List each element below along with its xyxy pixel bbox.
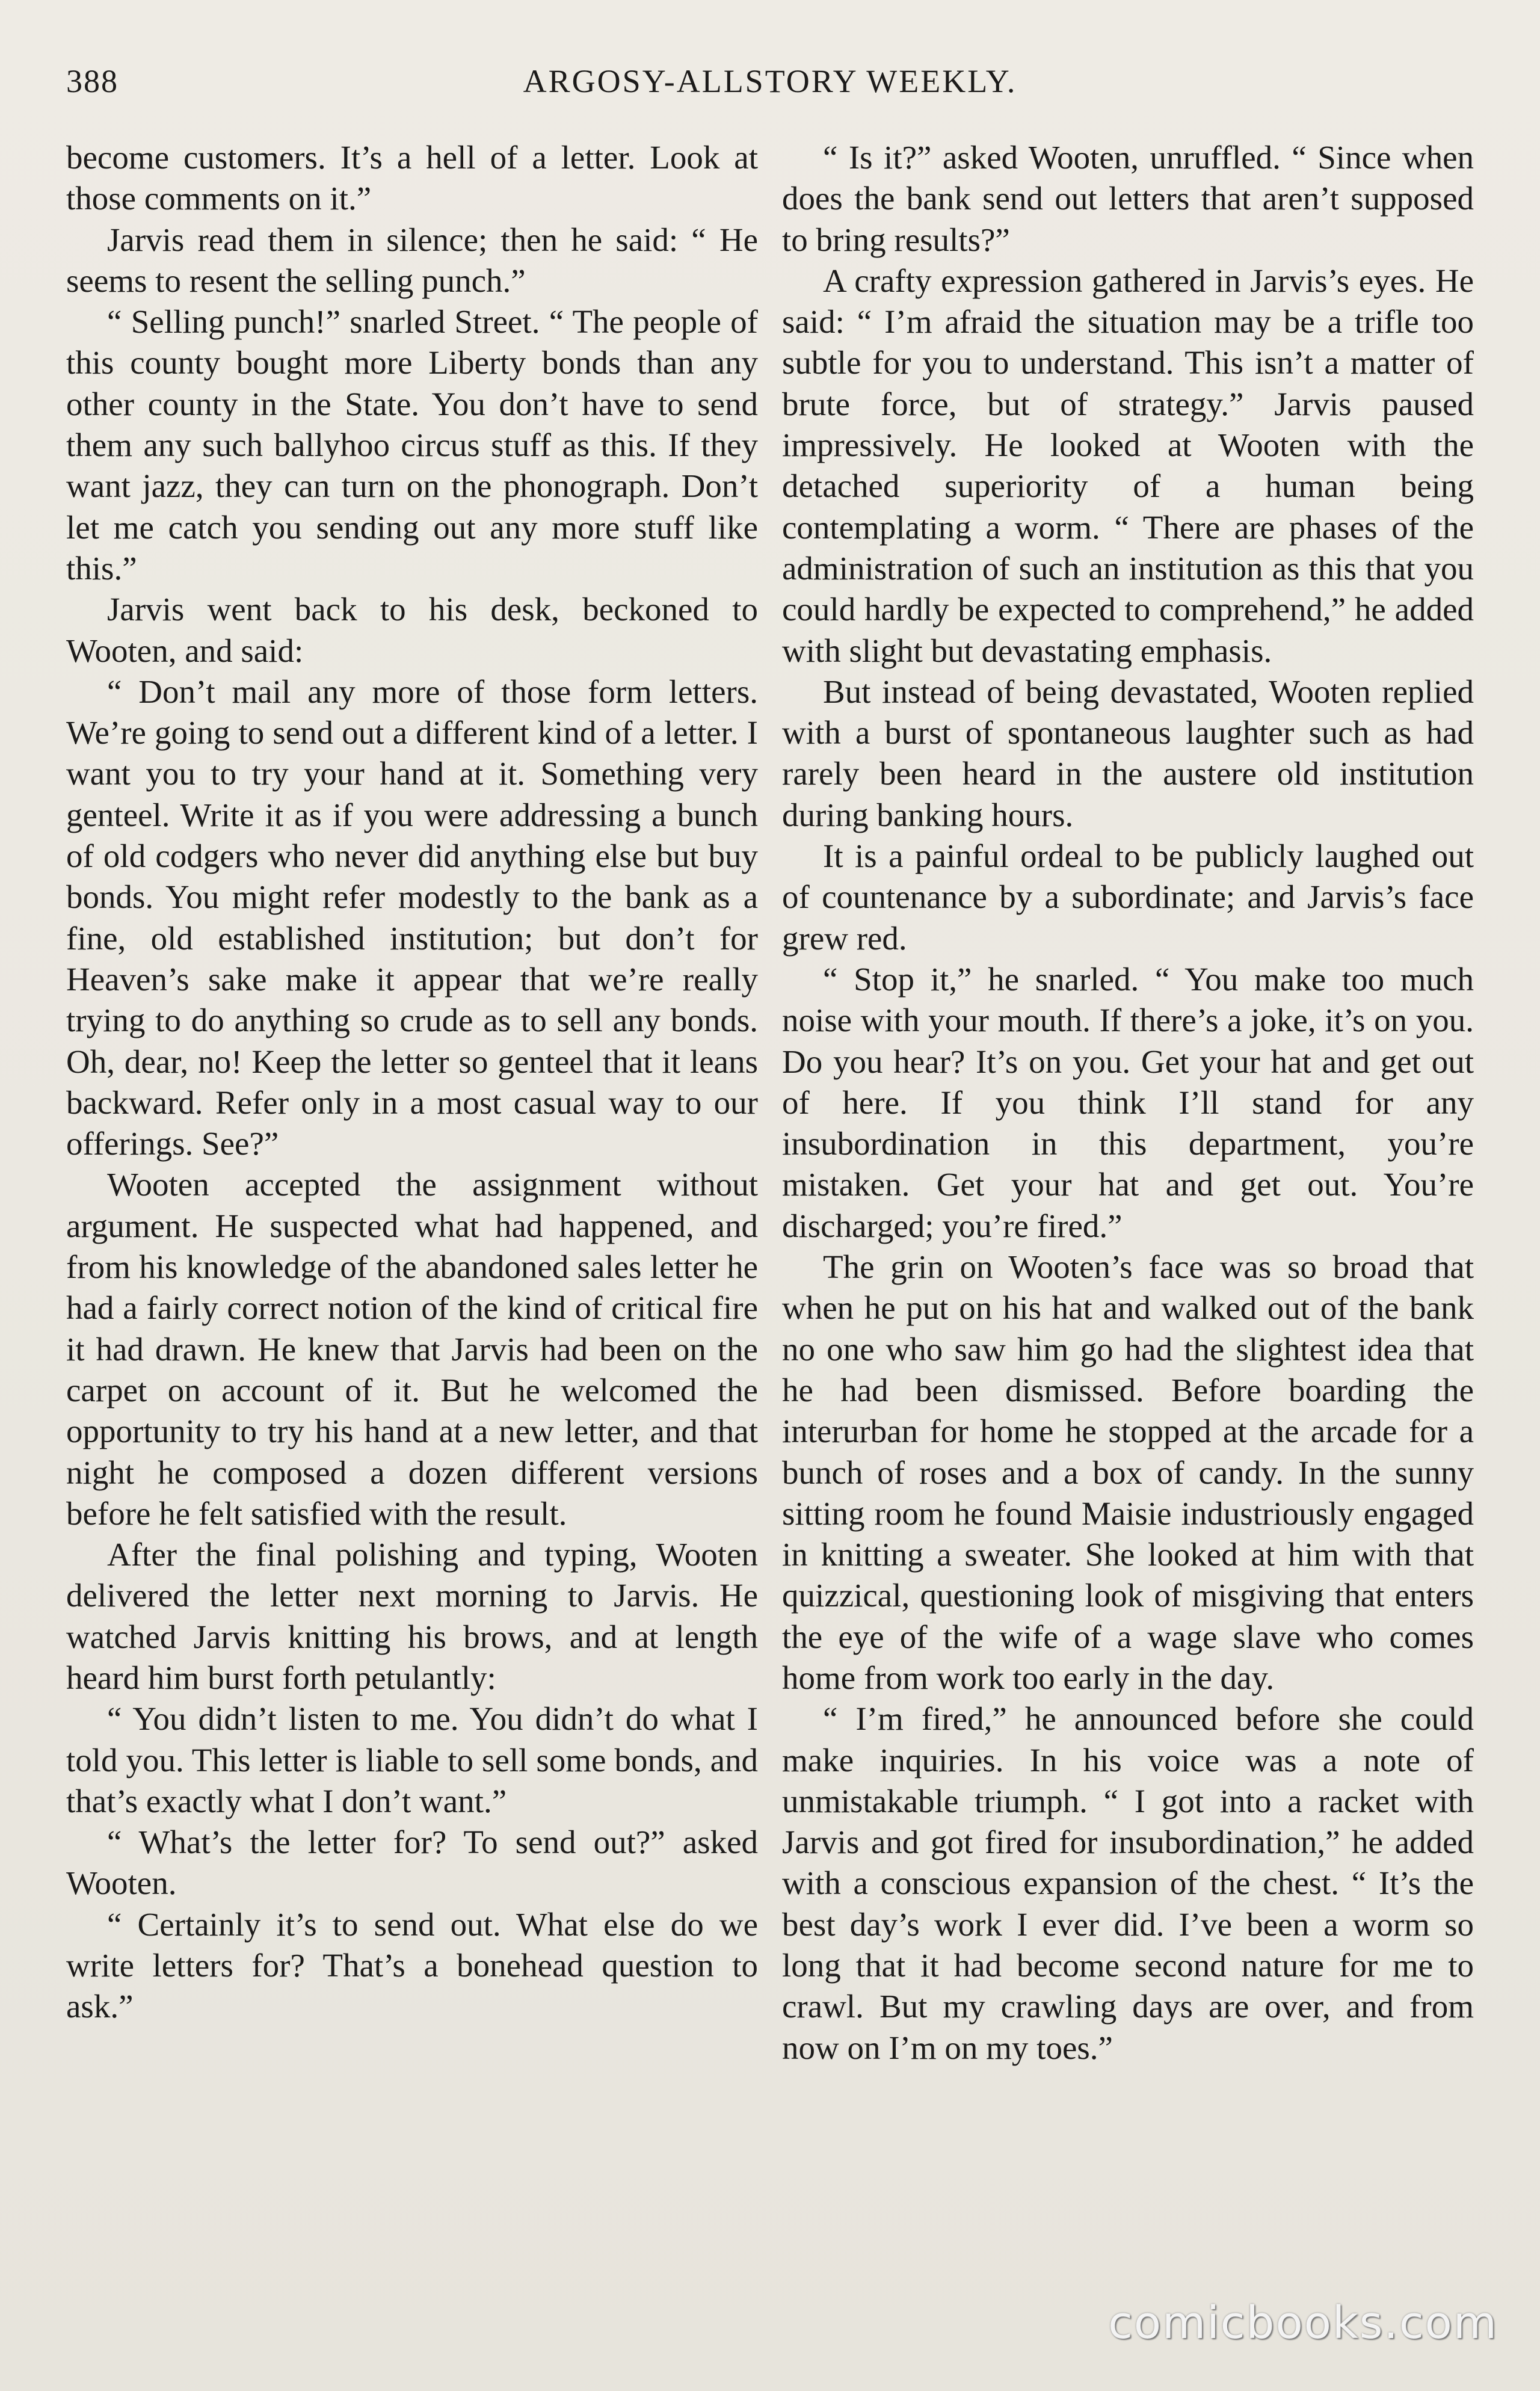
- paragraph: Jarvis read them in silence; then he said: “ He seems to resent the selling punch.”: [66, 221, 758, 299]
- paragraph: But instead of being devastated, Wooten replied with a burst of spontaneous laughter such as had rarely been heard in the austere old institution during banking hours.: [782, 673, 1474, 833]
- left-column: [66, 137, 758, 2028]
- paragraph: “ Is it?” asked Wooten, unruffled. “ Since when does the bank send out letters that aren’t supposed to bring results?”: [782, 139, 1474, 258]
- paragraph: A crafty expression gathered in Jarvis’s eyes. He said: “ I’m afraid the situation may be a trifle too subtle for you to understand. This isn’t a matter of brute force, but of strategy.” Jarvis paused impressively. He looked at Wooten with the detached superiority of a human being contemplating a worm. “ There are phases of the administration of such an institution as this that you could hardly be expected to comprehend,” he added with slight but devastating emphasis.: [782, 262, 1474, 669]
- page-header: [60, 58, 1480, 112]
- paragraph: After the final polishing and typing, Wooten delivered the letter next morning to Jarvis. He watched Jarvis knitting his brows, and at length heard him burst forth petulantly:: [66, 1536, 758, 1696]
- paragraph: “ Stop it,” he snarled. “ You make too much noise with your mouth. If there’s a joke, it’s on you. Do you hear? It’s on you. Get your hat and get out of here. If you think I’ll stand for any insubordination in this department, you’re mistaken. Get your hat and get out. You’re discharged; you’re fired.”: [782, 960, 1474, 1244]
- paragraph: “ Certainly it’s to send out. What else do we write letters for? That’s a bonehead question to ask.”: [66, 1905, 758, 2025]
- paragraph: Wooten accepted the assignment without argument. He suspected what had happened, and from his knowledge of the abandoned sales letter he had a fairly correct notion of the kind of critical fire it had drawn. He knew that Jarvis had been on the carpet on account of it. But he welcomed the opportunity to try his hand at a new letter, and that night he composed a dozen different versions before he felt satisfied with the result.: [66, 1166, 758, 1532]
- paragraph: Jarvis went back to his desk, beckoned to Wooten, and said:: [66, 591, 758, 669]
- right-column: [782, 137, 1474, 2069]
- site-watermark: comicbooks.com: [1108, 2297, 1498, 2349]
- paragraph: It is a painful ordeal to be publicly laughed out of countenance by a subordinate; and Jarvis’s face grew red.: [782, 838, 1474, 957]
- page-number: 388: [66, 63, 119, 99]
- paragraph: “ You didn’t listen to me. You didn’t do what I told you. This letter is liable to sell some bonds, and that’s exactly what I don’t want.”: [66, 1700, 758, 1819]
- paragraph: “ I’m fired,” he announced before she could make inquiries. In his voice was a note of unmistakable triumph. “ I got into a racket with Jarvis and got fired for insubordination,” he added with a conscious expansion of the chest. “ It’s the best day’s work I ever did. I’ve been a worm so long that it had become second nature for me to crawl. But my crawling days are over, and from now on I’m on my toes.”: [782, 1700, 1474, 2066]
- paragraph: “ Don’t mail any more of those form letters. We’re going to send out a different kind of a letter. I want you to try your hand at it. Something very genteel. Write it as if you were addressing a bunch of old codgers who never did anything else but buy bonds. You might refer modestly to the bank as a fine, old established institution; but don’t for Heaven’s sake make it appear that we’re really trying to do anything so crude as to sell any bonds. Oh, dear, no! Keep the letter so genteel that it leans backward. Refer only in a most casual way to our offerings. See?”: [66, 673, 758, 1162]
- paragraph: “ Selling punch!” snarled Street. “ The people of this county bought more Liberty bonds than any other county in the State. You don’t have to send them any such ballyhoo circus stuff as this. If they want jazz, they can turn on the phonograph. Don’t let me catch you sending out any more stuff like this.”: [66, 303, 758, 587]
- paragraph: become customers. It’s a hell of a letter. Look at those comments on it.”: [66, 139, 758, 217]
- paragraph: “ What’s the letter for? To send out?” asked Wooten.: [66, 1824, 758, 1902]
- paragraph: The grin on Wooten’s face was so broad that when he put on his hat and walked out of the bank no one who saw him go had the slightest idea that he had been dismissed. Before boarding the interurban for home he stopped at the arcade for a bunch of roses and a box of candy. In the sunny sitting room he found Maisie industriously engaged in knitting a sweater. She looked at him with that quizzical, questioning look of misgiving that enters the eye of the wife of a wage slave who comes home from work too early in the day.: [782, 1248, 1474, 1696]
- running-head: ARGOSY-ALLSTORY WEEKLY.: [523, 63, 1017, 99]
